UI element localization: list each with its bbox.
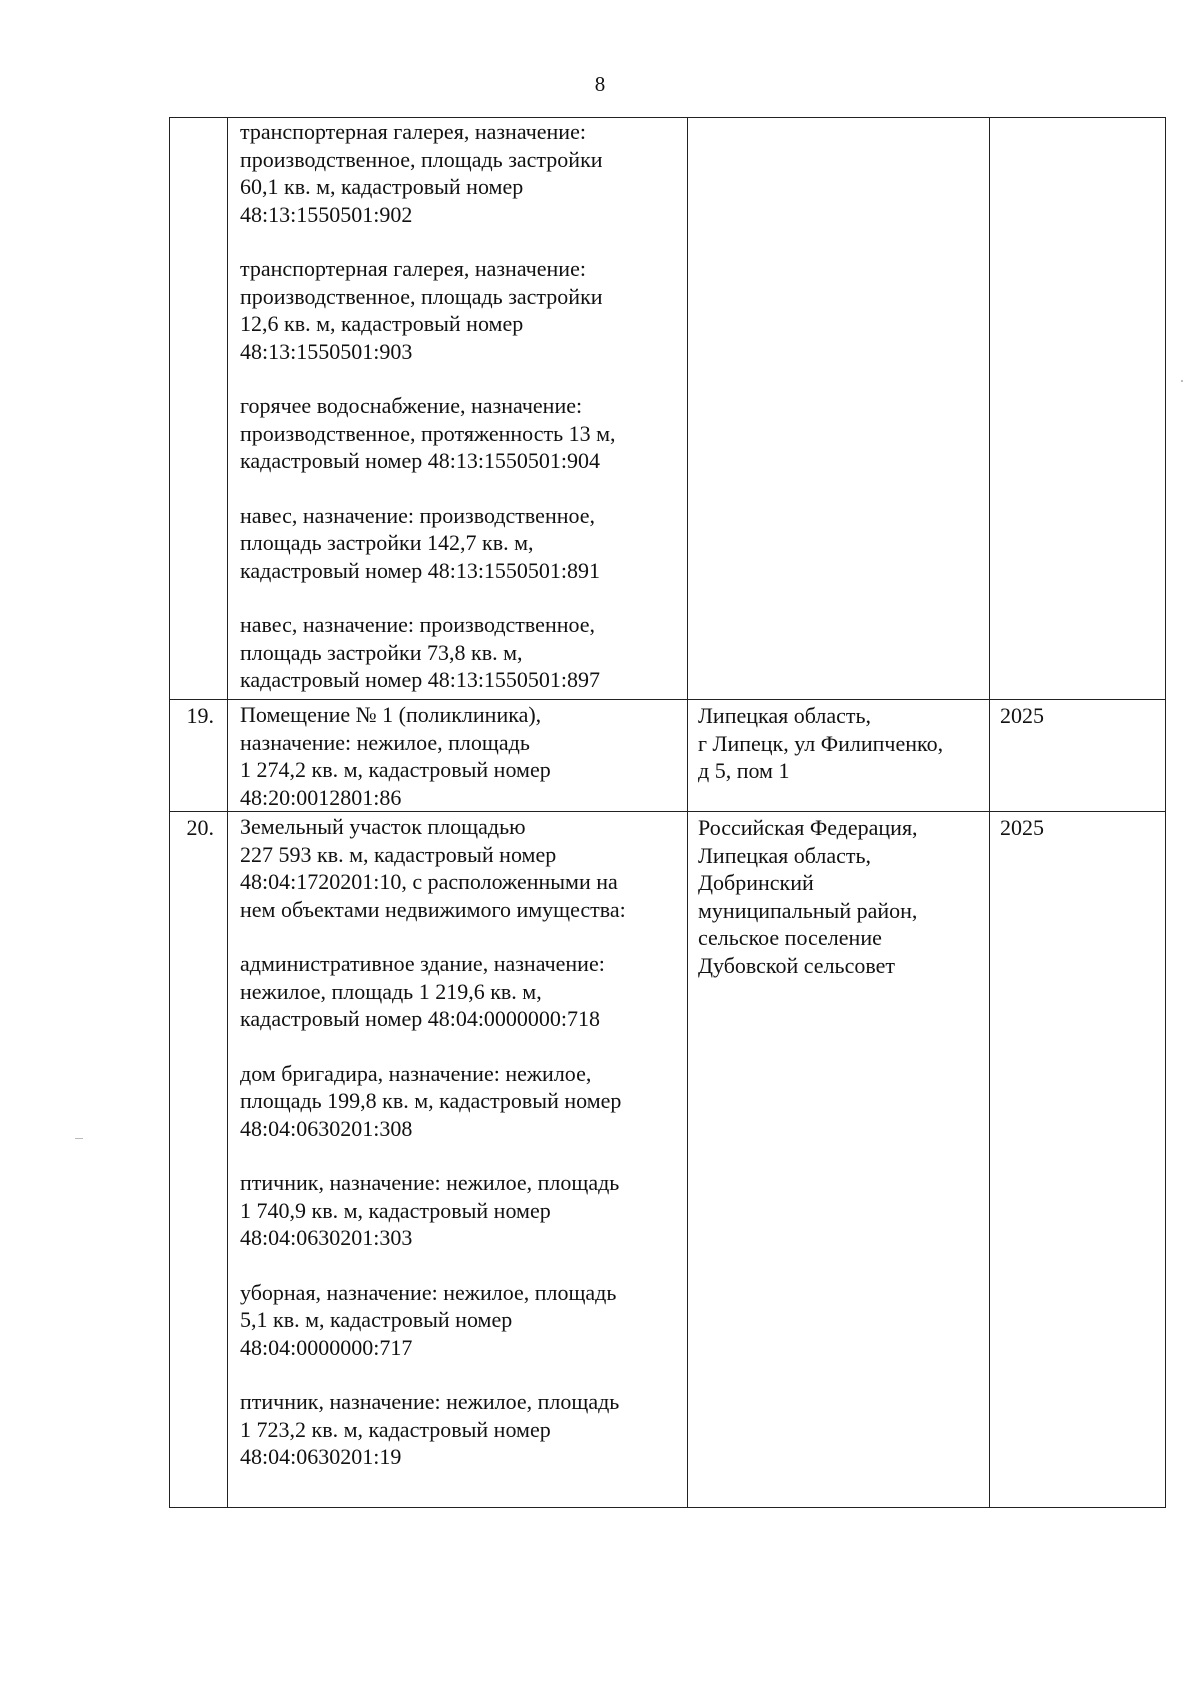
object-description: Помещение № 1 (поликлиника), назначение: нежилое, площадь 1 274,2 кв. м, кадастровый номер 48:20:0012801:86: [240, 702, 551, 810]
object-description: дом бригадира, назначение: нежилое, площадь 199,8 кв. м, кадастровый номер 48:04:0630201:308: [240, 1060, 622, 1141]
description-cell: [228, 700, 688, 812]
row-number-cell: 19.: [170, 700, 228, 812]
table-row-19: [170, 700, 1166, 812]
object-description: навес, назначение: производственное, площадь застройки 73,8 кв. м, кадастровый номер 48:13:1550501:897: [240, 612, 601, 692]
year-cell: [990, 118, 1166, 700]
scan-mark: [75, 1138, 83, 1139]
year-cell: 2025: [990, 700, 1166, 812]
object-description: птичник, назначение: нежилое, площадь 1 723,2 кв. м, кадастровый номер 48:04:0630201:19: [240, 1389, 620, 1469]
description-cell: [228, 812, 688, 1508]
row-number-cell: [170, 118, 228, 700]
object-description: транспортерная галерея, назначение: производственное, площадь застройки 60,1 кв. м, кадастровый номер 48:13:1550501:902: [240, 119, 603, 227]
object-description: Земельный участок площадью 227 593 кв. м, кадастровый номер 48:04:1720201:10, с расположенными на нем объектами недвижимого имущества:: [240, 814, 626, 922]
scan-mark: [1181, 380, 1183, 382]
object-description: горячее водоснабжение, назначение: производственное, протяженность 13 м, кадастровый номер 48:13:1550501:904: [240, 393, 616, 473]
object-description: навес, назначение: производственное, площадь застройки 142,7 кв. м, кадастровый номер 48:13:1550501:891: [240, 502, 601, 583]
address-text: Российская Федерация, Липецкая область, Добринский муниципальный район, сельское поселение Дубовской сельсовет: [698, 815, 918, 978]
object-description: транспортерная галерея, назначение: производственное, площадь застройки 12,6 кв. м, кадастровый номер 48:13:1550501:903: [240, 256, 603, 364]
address-text: Липецкая область, г Липецк, ул Филипченко, д 5, пом 1: [698, 703, 944, 783]
year-cell: 2025: [990, 812, 1166, 1508]
table-row-20: [170, 812, 1166, 1508]
object-description: административное здание, назначение: нежилое, площадь 1 219,6 кв. м, кадастровый номер 48:04:0000000:718: [240, 951, 605, 1031]
table-row-continuation: [170, 118, 1166, 700]
address-cell: [688, 118, 990, 700]
row-number-cell: 20.: [170, 812, 228, 1508]
object-description: птичник, назначение: нежилое, площадь 1 740,9 кв. м, кадастровый номер 48:04:0630201:303: [240, 1170, 620, 1250]
page-number: 8: [594, 72, 606, 96]
address-cell: [688, 700, 990, 812]
property-table: [169, 117, 1166, 1508]
object-description: уборная, назначение: нежилое, площадь 5,1 кв. м, кадастровый номер 48:04:0000000:717: [240, 1279, 617, 1360]
description-cell: [228, 118, 688, 700]
address-cell: [688, 812, 990, 1508]
